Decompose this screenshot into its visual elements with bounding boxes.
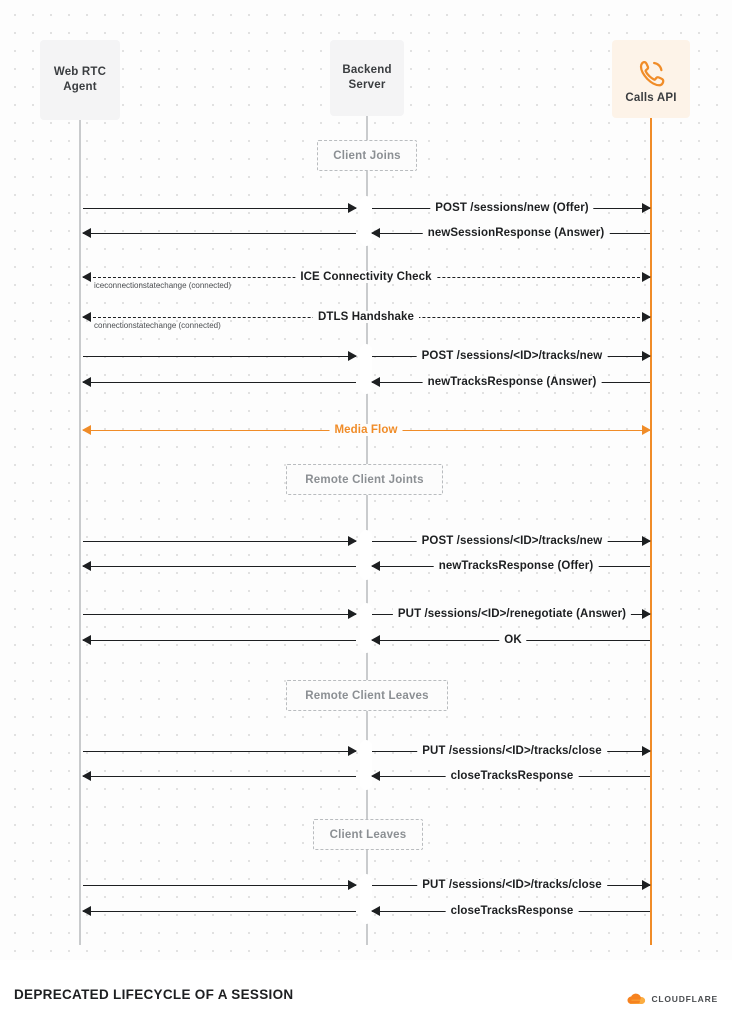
cloud-icon — [626, 993, 646, 1005]
section-remote-client-leaves — [286, 680, 448, 711]
arrow-head-left-icon — [82, 771, 91, 781]
arrow-head-left-icon — [82, 312, 91, 322]
arrow-head-right-icon — [642, 609, 651, 619]
message-label-14: PUT /sessions/<ID>/tracks/close — [417, 879, 607, 891]
arrow-head-right-icon — [642, 536, 651, 546]
arrow-head-left-icon — [82, 272, 91, 282]
arrow-head-left-icon — [82, 635, 91, 645]
message-label-10: PUT /sessions/<ID>/renegotiate (Answer) — [393, 608, 631, 620]
arrow-head-left-icon — [371, 561, 380, 571]
message-label-11: OK — [499, 634, 526, 646]
arrow-head-right-icon — [642, 272, 651, 282]
section-label: Client Joins — [333, 149, 401, 162]
actor-backend-server[interactable] — [330, 40, 404, 116]
activation-bar — [360, 874, 372, 924]
cloudflare-brand — [626, 993, 718, 1005]
arrow-head-right-icon — [348, 203, 357, 213]
section-label: Remote Client Leaves — [305, 689, 429, 702]
message-label-15: closeTracksResponse — [446, 905, 579, 917]
actor-backend-label-line1: Backend — [342, 64, 392, 77]
arrow-head-right-icon — [348, 609, 357, 619]
message-label-3: ICE Connectivity Check — [295, 271, 436, 283]
arrow-head-left-icon — [82, 561, 91, 571]
actor-backend-label-line2: Server — [348, 79, 386, 91]
message-label-13: closeTracksResponse — [446, 770, 579, 782]
arrow-head-right-icon — [642, 880, 651, 890]
activation-bar — [360, 196, 372, 246]
arrow-head-left-icon — [371, 906, 380, 916]
message-sublabel-4: connectionstatechange (connected) — [94, 321, 221, 330]
arrow-head-right-icon — [642, 312, 651, 322]
actor-calls-api[interactable] — [612, 40, 690, 118]
arrow-head-right-icon — [642, 203, 651, 213]
phone-icon — [636, 59, 666, 89]
arrow-head-right-icon — [642, 425, 651, 435]
actor-calls-label: Calls API — [625, 91, 677, 104]
arrow-head-right-icon — [348, 351, 357, 361]
arrow-head-right-icon — [348, 536, 357, 546]
section-label: Client Leaves — [329, 828, 407, 841]
lifeline-calls — [650, 40, 652, 945]
footer-title: DEPRECATED LIFECYCLE OF A SESSION — [14, 987, 294, 1002]
section-client-joins — [317, 140, 417, 171]
message-label-5: POST /sessions/<ID>/tracks/new — [417, 350, 608, 362]
activation-bar — [360, 530, 372, 580]
arrow-head-left-icon — [82, 425, 91, 435]
actor-webrtc-agent[interactable] — [40, 40, 120, 120]
brand-label: CLOUDFLARE — [651, 994, 718, 1004]
activation-bar — [360, 740, 372, 790]
activation-bar — [360, 603, 372, 653]
arrow-head-right-icon — [348, 880, 357, 890]
message-label-1: POST /sessions/new (Offer) — [430, 202, 593, 214]
arrow-head-left-icon — [371, 228, 380, 238]
section-remote-client-joins — [286, 464, 443, 495]
message-label-4: DTLS Handshake — [313, 311, 419, 323]
message-label-media-flow: Media Flow — [330, 424, 403, 436]
message-label-2: newSessionResponse (Answer) — [423, 227, 610, 239]
arrow-head-left-icon — [371, 771, 380, 781]
message-label-12: PUT /sessions/<ID>/tracks/close — [417, 745, 607, 757]
section-label: Remote Client Joints — [305, 473, 424, 486]
actor-webrtc-label-line2: Agent — [63, 81, 97, 93]
arrow-head-left-icon — [82, 228, 91, 238]
section-client-leaves — [313, 819, 423, 850]
arrow-head-left-icon — [371, 377, 380, 387]
arrow-head-left-icon — [371, 635, 380, 645]
actor-webrtc-label-line1: Web RTC — [53, 66, 107, 79]
arrow-head-right-icon — [642, 746, 651, 756]
arrow-head-left-icon — [82, 906, 91, 916]
arrow-head-right-icon — [348, 746, 357, 756]
message-label-8: POST /sessions/<ID>/tracks/new — [417, 535, 608, 547]
message-label-6: newTracksResponse (Answer) — [423, 376, 602, 388]
arrow-head-left-icon — [82, 377, 91, 387]
lifeline-webrtc — [79, 40, 81, 945]
message-sublabel-3: iceconnectionstatechange (connected) — [94, 281, 231, 290]
message-label-9: newTracksResponse (Offer) — [434, 560, 599, 572]
arrow-head-right-icon — [642, 351, 651, 361]
